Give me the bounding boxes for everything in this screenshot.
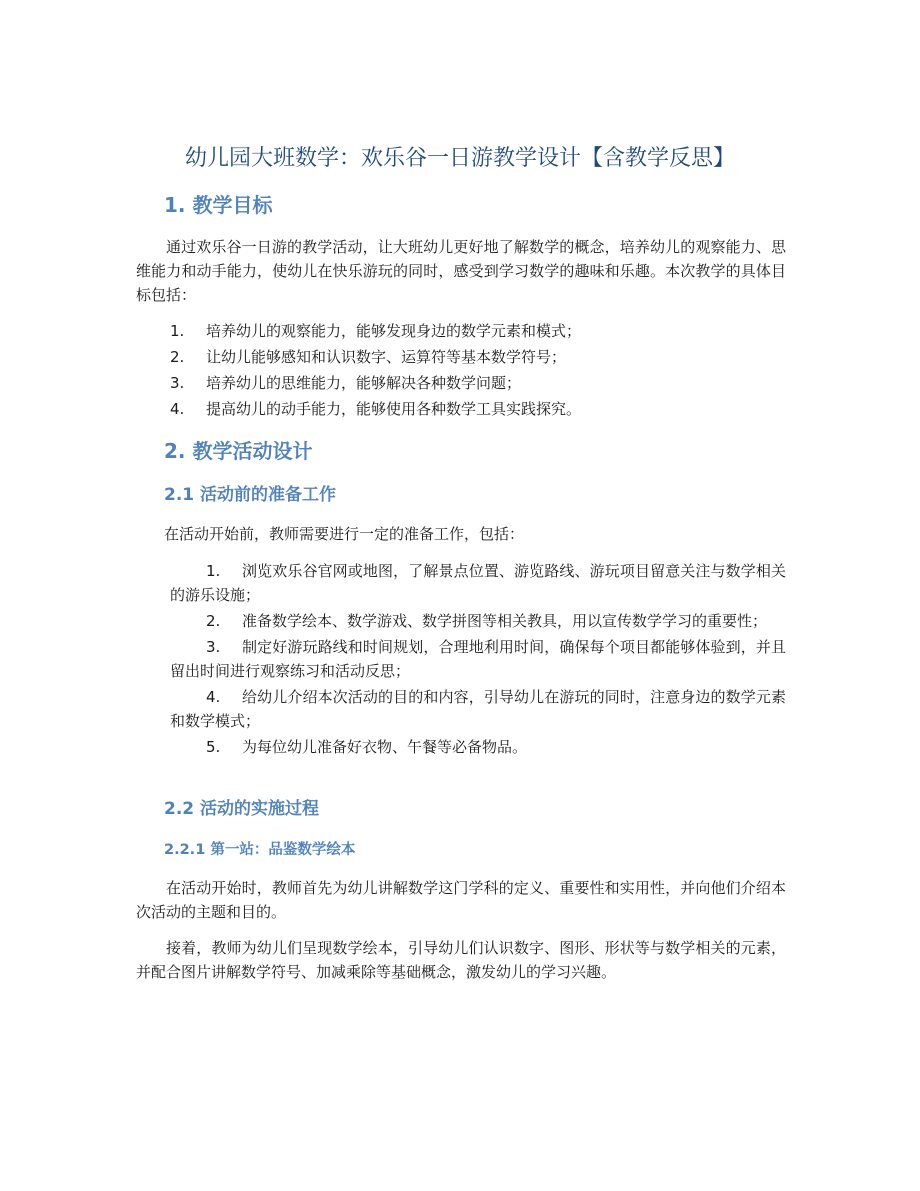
list-item-text: 浏览欢乐谷官网或地图，了解景点位置、游览路线、游玩项目留意关注与数学相关的游乐设施； (170, 562, 786, 604)
preparation-intro-paragraph: 在活动开始前，教师需要进行一定的准备工作，包括： (164, 525, 525, 543)
list-item-text: 制定好游玩路线和时间规划，合理地利用时间，确保每个项目都能够体验到，并且留出时间进行观察练习和活动反思； (170, 638, 786, 680)
subsection-heading-preparation: 2.1 活动前的准备工作 (164, 485, 337, 505)
list-item (170, 609, 786, 633)
stop1-paragraph-2: 接着，教师为幼儿们呈现数学绘本，引导幼儿们认识数字、图形、形状等与数学相关的元素，并配合图片讲解数学符号、加减乘除等基础概念，激发幼儿的学习兴趣。 (136, 939, 786, 981)
list-item-text: 准备数学绘本、数学游戏、数学拼图等相关教具，用以宣传数学学习的重要性； (242, 612, 768, 630)
list-item-text: 为每位幼儿准备好衣物、午餐等必备物品。 (242, 738, 528, 756)
list-item (170, 319, 786, 343)
list-item-number: 2. (206, 612, 221, 630)
list-item-text: 培养幼儿的观察能力，能够发现身边的数学元素和模式； (206, 322, 582, 340)
stop1-heading: 2.2.1 第一站：品鉴数学绘本 (164, 842, 356, 858)
subsection-heading-implementation: 2.2 活动的实施过程 (164, 799, 320, 819)
preparation-steps-list (170, 559, 786, 761)
list-item-number: 2. (170, 348, 185, 366)
list-item (170, 345, 786, 369)
stop1-paragraph-1: 在活动开始时，教师首先为幼儿讲解数学这门学科的定义、重要性和实用性，并向他们介绍本次活动的主题和目的。 (136, 879, 786, 921)
list-item-text: 提高幼儿的动手能力，能够使用各种数学工具实践探究。 (206, 400, 582, 418)
section-heading-activity-design: 2. 教学活动设计 (164, 439, 313, 463)
list-item-number: 5. (206, 738, 221, 756)
list-item-text: 给幼儿介绍本次活动的目的和内容，引导幼儿在游玩的同时，注意身边的数学元素和数学模式； (170, 688, 786, 730)
list-item-number: 3. (170, 374, 185, 392)
list-item (170, 559, 786, 607)
section-heading-teaching-goals: 1. 教学目标 (164, 193, 273, 217)
list-item (170, 735, 786, 759)
list-item-number: 4. (170, 400, 185, 418)
list-item-text: 让幼儿能够感知和认识数字、运算符等基本数学符号； (206, 348, 567, 366)
list-item (170, 371, 786, 395)
list-item-text: 培养幼儿的思维能力，能够解决各种数学问题； (206, 374, 522, 392)
list-item (170, 685, 786, 733)
list-item (170, 635, 786, 683)
list-item-number: 3. (206, 638, 221, 656)
goals-list (170, 319, 786, 423)
list-item-number: 1. (206, 562, 221, 580)
list-item-number: 1. (170, 322, 185, 340)
document-title: 幼儿园大班数学：欢乐谷一日游教学设计【含教学反思】 (184, 146, 735, 171)
goals-intro-paragraph: 通过欢乐谷一日游的教学活动，让大班幼儿更好地了解数学的概念，培养幼儿的观察能力、思维能力和动手能力，使幼儿在快乐游玩的同时，感受到学习数学的趣味和乐趣。本次教学的具体目标包括： (136, 238, 786, 304)
list-item (170, 397, 786, 421)
list-item-number: 4. (206, 688, 221, 706)
